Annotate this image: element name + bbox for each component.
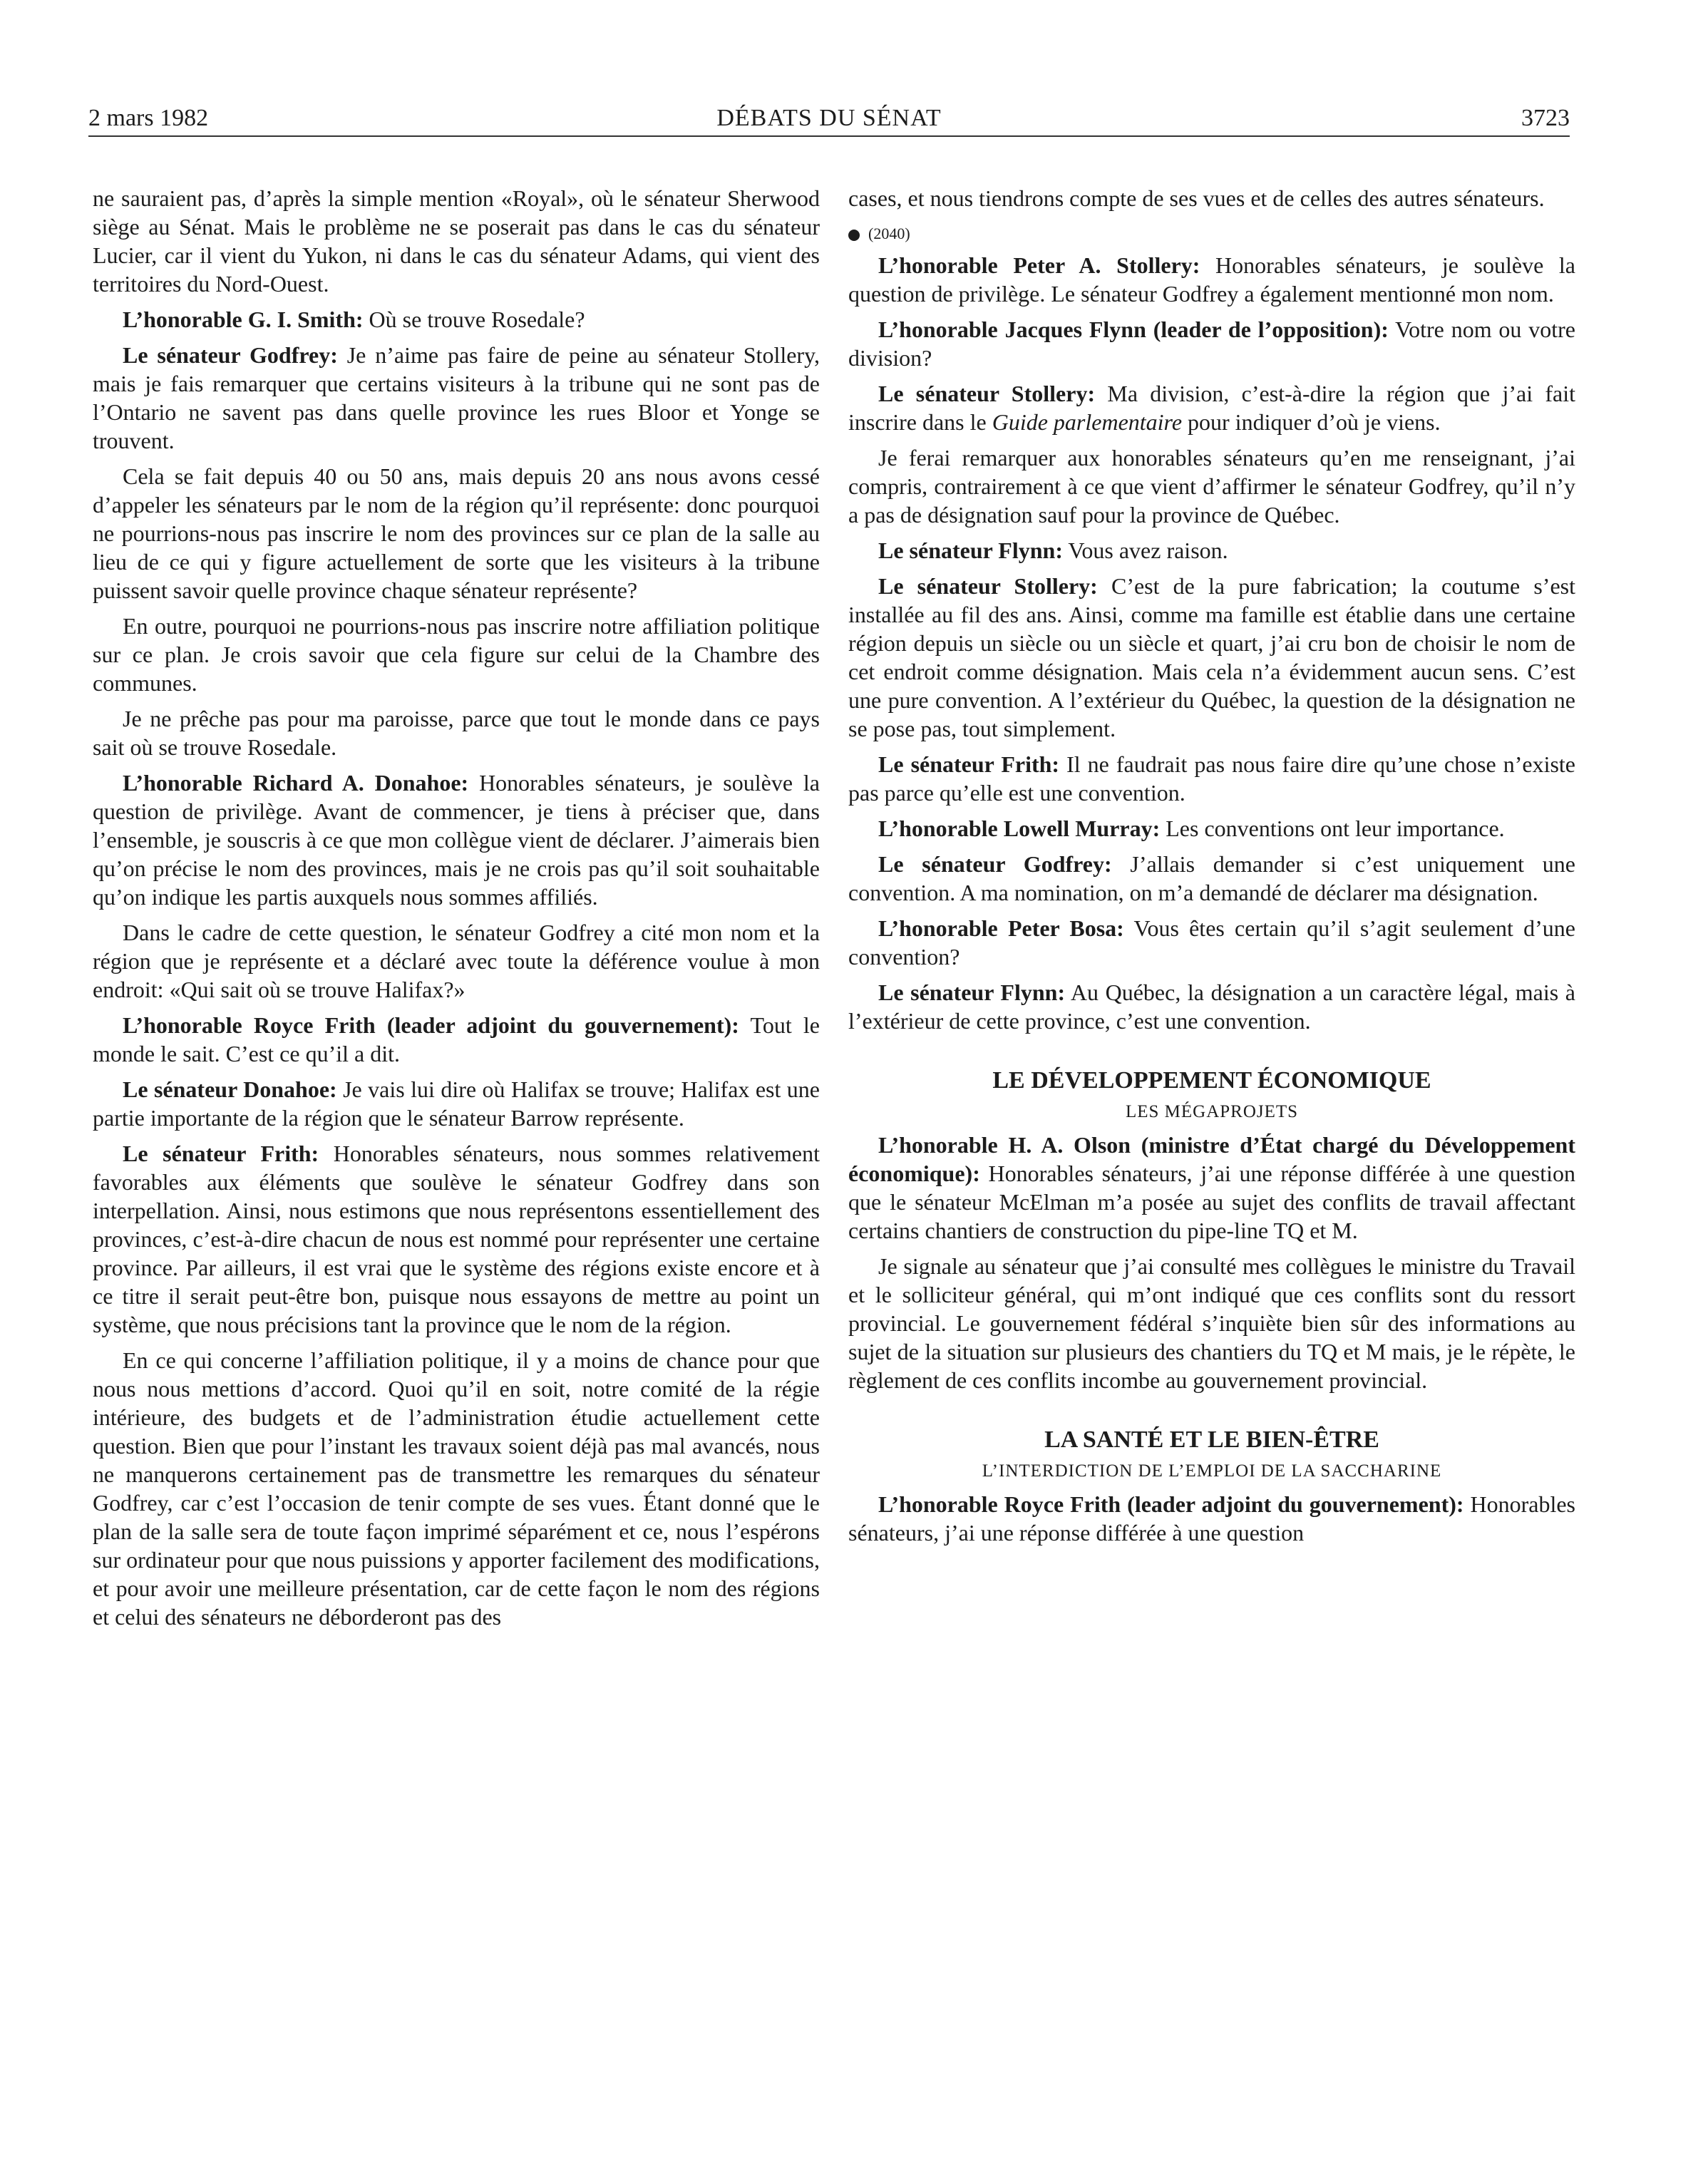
speaker-name: Le sénateur Flynn: (878, 979, 1066, 1005)
paragraph-text: Votre nom ou votre division? (848, 317, 1575, 371)
paragraph-text: cases, et nous tiendrons compte de ses vues et de celles des autres sénateurs. (848, 185, 1545, 211)
running-header (88, 104, 1570, 137)
paragraph (848, 750, 1575, 807)
paragraph (848, 572, 1575, 743)
paragraph-text: Ma division, c’est-à-dire la région que j’ai fait inscrire dans le (848, 381, 1576, 435)
speaker-name: Le sénateur Stollery: (878, 381, 1096, 406)
paragraph-text: Au Québec, la désignation a un caractère légal, mais à l’extérieur de cette province, c’est une convention. (848, 979, 1576, 1034)
paragraph-text: Honorables sénateurs, j’ai une réponse différée à une question que le sénateur McElman m’a posée au sujet des conflits de travail affectant certains chantiers de construction du pipe-line TQ et M. (848, 1161, 1575, 1243)
right-mid-paragraphs (848, 251, 1575, 1035)
paragraph (848, 1131, 1575, 1245)
italic-title: Guide parlementaire (992, 409, 1183, 435)
time-marker (848, 220, 1575, 248)
speaker-name: Le sénateur Donahoe: (123, 1076, 337, 1102)
paragraph (848, 379, 1575, 436)
paragraph-text: Vous avez raison. (1062, 538, 1228, 563)
paragraph (848, 1490, 1575, 1547)
paragraph (93, 612, 820, 697)
paragraph-text: Je vais lui dire où Halifax se trouve; Halifax est une partie importante de la région que le sénateur Barrow représente. (93, 1076, 820, 1131)
section-subtitle-saccharin: L’INTERDICTION DE L’EMPLOI DE LA SACCHARINE (982, 1461, 1442, 1481)
speaker-name: L’honorable Lowell Murray: (878, 816, 1161, 841)
time-marker-text: (2040) (868, 225, 910, 242)
speaker-name: L’honorable H. A. Olson (ministre d’État chargé du Développement économique): (848, 1132, 1575, 1186)
speaker-name: Le sénateur Stollery: (878, 573, 1098, 599)
paragraph (848, 443, 1575, 529)
paragraph-text: Où se trouve Rosedale? (363, 307, 585, 332)
paragraph (93, 918, 820, 1004)
paragraph (848, 850, 1575, 907)
paragraph (93, 341, 820, 455)
section-title-health: LA SANTÉ ET LE BIEN-ÊTRE (1044, 1426, 1379, 1453)
right-column (848, 184, 1575, 1554)
bullet-icon (848, 230, 860, 241)
paragraph-text: Honorables sénateurs, je soulève la question de privilège. Le sénateur Godfrey a également mentionné mon nom. (848, 252, 1576, 307)
paragraph-text: Tout le monde le sait. C’est ce qu’il a dit. (93, 1012, 820, 1066)
paragraph (93, 1139, 820, 1339)
paragraph (93, 768, 820, 911)
speaker-name: L’honorable Royce Frith (leader adjoint du gouvernement): (878, 1491, 1464, 1517)
section-title-economic: LE DÉVELOPPEMENT ÉCONOMIQUE (992, 1067, 1431, 1094)
speaker-name: L’honorable Richard A. Donahoe: (123, 770, 469, 796)
speaker-name: Le sénateur Flynn: (878, 538, 1063, 563)
paragraph-text: En outre, pourquoi ne pourrions-nous pas inscrire notre affiliation politique sur ce plan. Je crois savoir que cela figure sur celui de la Chambre des communes. (93, 613, 820, 696)
section-economic-paragraphs (848, 1131, 1575, 1394)
left-paragraphs (93, 184, 820, 1631)
paragraph (848, 1252, 1575, 1394)
paragraph (93, 184, 820, 298)
speaker-name: Le sénateur Frith: (123, 1141, 319, 1166)
header-title: DÉBATS DU SÉNAT (716, 105, 942, 131)
paragraph-text: Il ne faudrait pas nous faire dire qu’une chose n’existe pas parce qu’elle est une convention. (848, 751, 1576, 806)
paragraph-text: J’allais demander si c’est uniquement une convention. A ma nomination, on m’a demandé de déclarer ma désignation. (848, 851, 1575, 905)
paragraph (93, 1075, 820, 1132)
paragraph-text: C’est de la pure fabrication; la coutume s’est installée au fil des ans. Ainsi, comme ma famille est établie dans une certaine région depuis un siècle ou un siècle et quart, j’ai cru bon de choisir le nom de cet endroit comme désignation. Mais cela n’a évidemment aucun sens. C’est une pure convention. A l’extérieur du Québec, la question de la désignation ne se pose pas, tout simplement. (848, 573, 1576, 741)
speaker-name: Le sénateur Frith: (878, 751, 1060, 777)
paragraph (848, 978, 1575, 1035)
speaker-name: L’honorable Peter A. Stollery: (878, 252, 1200, 278)
paragraph-text: Honorables sénateurs, nous sommes relativement favorables aux éléments que soulève le sénateur Godfrey dans son interpellation. Ainsi, nous estimons que nous représentons essentiellement des provinces, c’est-à-dire chacun de nous est nommé pour représenter une certaine province. Par ailleurs, il est vrai que le système des régions existe encore et à ce titre il serait peut-être bon, puisque nous essayons de mettre au point un système, que nous précisions tant la province que le nom de la région. (93, 1141, 820, 1337)
paragraph (848, 251, 1575, 308)
speaker-name: L’honorable Peter Bosa: (878, 915, 1124, 941)
section-health-paragraphs (848, 1490, 1575, 1547)
paragraph-text: pour indiquer d’où je viens. (1182, 409, 1441, 435)
paragraph-text: Vous êtes certain qu’il s’agit seulement d’une convention? (848, 915, 1576, 970)
right-top-paragraphs (848, 184, 1575, 212)
speaker-name: L’honorable G. I. Smith: (123, 307, 364, 332)
header-date: 2 mars 1982 (88, 105, 209, 131)
paragraph-text: En ce qui concerne l’affiliation politique, il y a moins de chance pour que nous nous mettions d’accord. Quoi qu’il en soit, notre comité de la régie intérieure, des budgets et de l’administration étudie actuellement cette question. Bien que pour l’instant les travaux soient déjà pas mal avancés, nous ne manquerons certainement pas de transmettre les remarques du sénateur Godfrey, car c’est l’occasion de tenir compte de ses vues. Étant donné que le plan de la salle sera de toute façon imprimé séparément et ce, nous l’espérons sur ordinateur pour que nous puissions y apporter facilement des modifications, et pour avoir une meilleure présentation, car de cette façon le nom des régions et celui des sénateurs ne déborderont pas des (93, 1347, 820, 1630)
paragraph (93, 1011, 820, 1068)
left-column (93, 184, 820, 1638)
paragraph-text: Les conventions ont leur importance. (1160, 816, 1505, 841)
paragraph-text: ne sauraient pas, d’après la simple mention «Royal», où le sénateur Sherwood siège au Sénat. Mais le problème ne se poserait pas dans le cas du sénateur Lucier, car il vient du Yukon, ni dans le cas du sénateur Adams, qui vient des territoires du Nord-Ouest. (93, 185, 820, 297)
header-page-number: 3723 (1521, 105, 1570, 131)
paragraph-text: Je n’aime pas faire de peine au sénateur Stollery, mais je fais remarquer que certains visiteurs à la tribune qui ne sont pas de l’Ontario ne savent pas dans quelle province les rues Bloor et Yonge se trouvent. (93, 342, 820, 453)
speaker-name: L’honorable Royce Frith (leader adjoint du gouvernement): (123, 1012, 739, 1038)
paragraph-text: Cela se fait depuis 40 ou 50 ans, mais depuis 20 ans nous avons cessé d’appeler les sénateurs par le nom de la région qu’il représente: donc pourquoi ne pourrions-nous pas inscrire le nom des provinces sur ce plan de la salle au lieu de ce qui y figure actuellement de sorte que les visiteurs à la tribune puissent savoir quelle province chaque sénateur représente? (93, 463, 820, 603)
paragraph-text: Honorables sénateurs, j’ai une réponse différée à une question (848, 1491, 1576, 1546)
paragraph-text: Je ferai remarquer aux honorables sénateurs qu’en me renseignant, j’ai compris, contrairement à ce que vient d’affirmer le sénateur Godfrey, qu’il n’y a pas de désignation sauf pour la province de Québec. (848, 445, 1575, 528)
paragraph-text: Honorables sénateurs, je soulève la question de privilège. Avant de commencer, je tiens à préciser que, dans l’ensemble, je souscris à ce que mon collègue vient de déclarer. J’aimerais bien qu’on précise le nom des provinces, mais je ne crois pas qu’il soit souhaitable qu’on indique les partis auxquels nous sommes affiliés. (93, 770, 820, 910)
paragraph (93, 704, 820, 761)
paragraph-text: Je signale au sénateur que j’ai consulté mes collègues le ministre du Travail et le solliciteur général, qui m’ont indiqué que ces conflits sont du ressort provincial. Le gouvernement fédéral s’inquiète bien sûr des informations au sujet de la situation sur plusieurs des chantiers du TQ et M mais, je le répète, le règlement de ces conflits incombe au gouvernement provincial. (848, 1253, 1575, 1393)
speaker-name: L’honorable Jacques Flynn (leader de l’opposition): (878, 317, 1389, 342)
paragraph (93, 1346, 820, 1631)
paragraph-text: Je ne prêche pas pour ma paroisse, parce que tout le monde dans ce pays sait où se trouve Rosedale. (93, 706, 820, 760)
paragraph (93, 462, 820, 605)
paragraph (848, 536, 1575, 565)
paragraph (848, 315, 1575, 372)
paragraph (848, 184, 1575, 212)
paragraph (848, 914, 1575, 971)
speaker-name: Le sénateur Godfrey: (123, 342, 338, 368)
speaker-name: Le sénateur Godfrey: (878, 851, 1112, 877)
paragraph (848, 814, 1575, 843)
paragraph-text: Dans le cadre de cette question, le sénateur Godfrey a cité mon nom et la région que je représente et a déclaré avec toute la déférence voulue à mon endroit: «Qui sait où se trouve Halifax?» (93, 920, 820, 1002)
paragraph (93, 305, 820, 334)
section-subtitle-megaprojects: LES MÉGAPROJETS (1125, 1102, 1299, 1121)
